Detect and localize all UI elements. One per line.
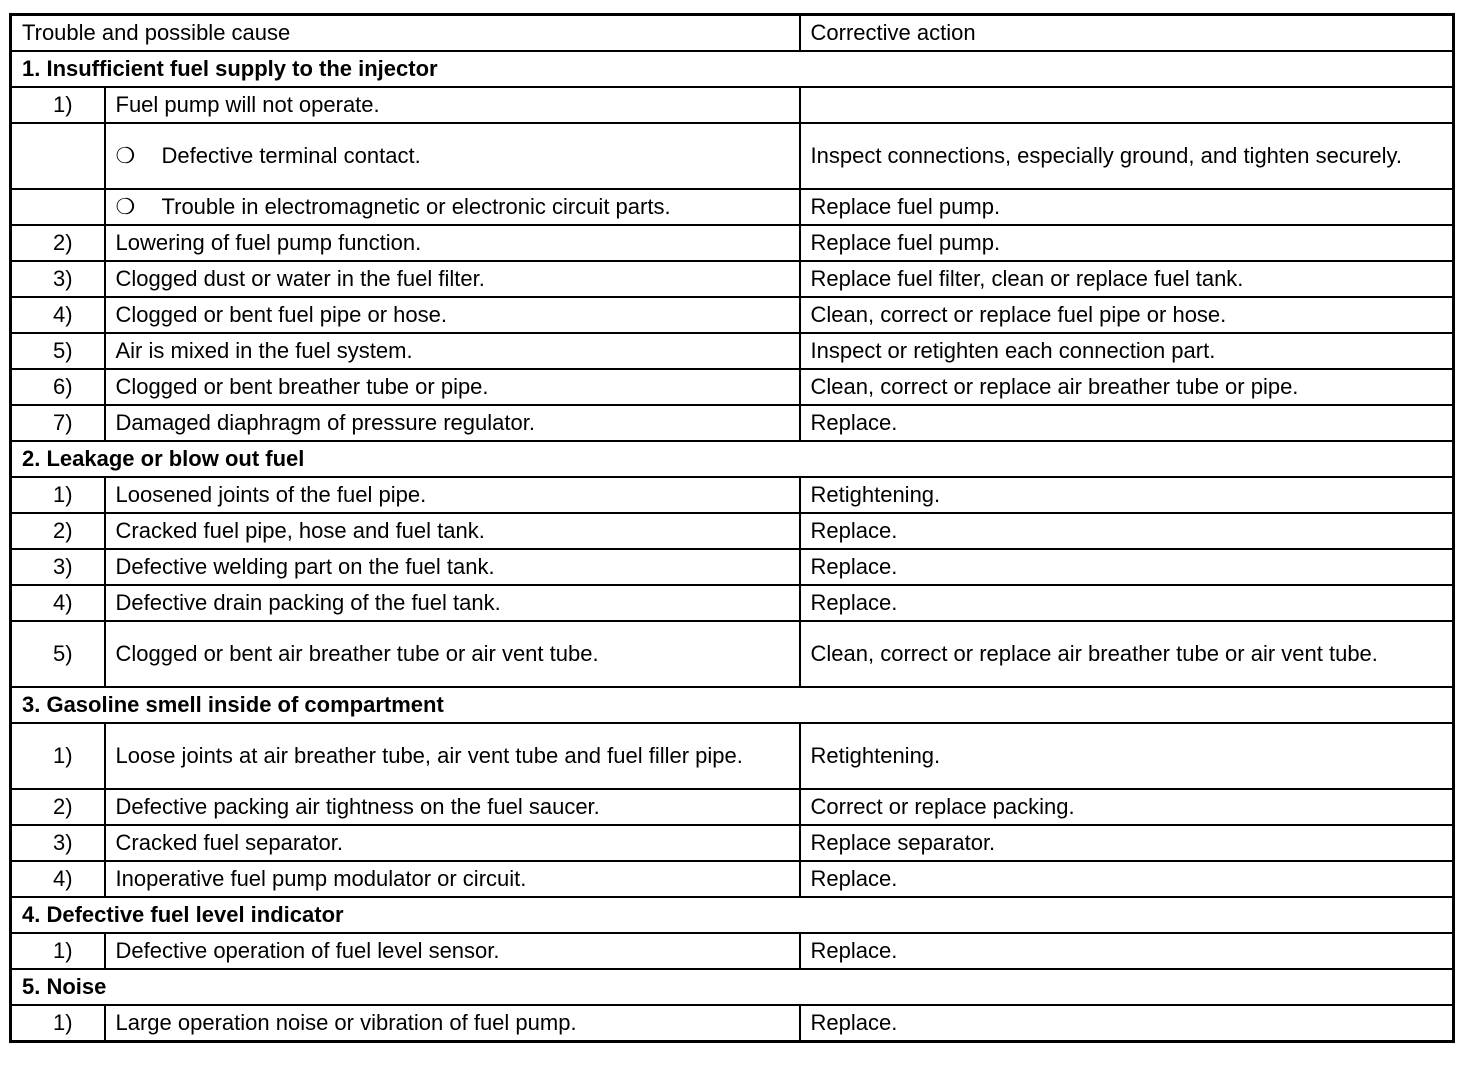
row-number: 4) <box>11 585 105 621</box>
section-row <box>11 969 1454 1005</box>
section-title: 2. Leakage or blow out fuel <box>11 441 1454 477</box>
table-row <box>11 513 1454 549</box>
table-row <box>11 333 1454 369</box>
row-number: 5) <box>11 621 105 687</box>
row-number: 7) <box>11 405 105 441</box>
row-cause: Cracked fuel pipe, hose and fuel tank. <box>105 513 800 549</box>
table-row <box>11 123 1454 189</box>
row-action: Replace. <box>800 1005 1454 1042</box>
row-cause: Loosened joints of the fuel pipe. <box>105 477 800 513</box>
table-row <box>11 189 1454 225</box>
table-row <box>11 789 1454 825</box>
row-cause: Damaged diaphragm of pressure regulator. <box>105 405 800 441</box>
row-cause: Air is mixed in the fuel system. <box>105 333 800 369</box>
row-number: 1) <box>11 87 105 123</box>
row-number: 2) <box>11 225 105 261</box>
row-number: 4) <box>11 861 105 897</box>
header-row <box>11 15 1454 52</box>
table-row <box>11 549 1454 585</box>
row-action: Correct or replace packing. <box>800 789 1454 825</box>
row-cause: Defective operation of fuel level sensor. <box>105 933 800 969</box>
table-row <box>11 87 1454 123</box>
table-row <box>11 933 1454 969</box>
table-row <box>11 261 1454 297</box>
row-number: 4) <box>11 297 105 333</box>
row-number: 3) <box>11 261 105 297</box>
table-row <box>11 369 1454 405</box>
section-row <box>11 51 1454 87</box>
row-action: Replace fuel filter, clean or replace fuel tank. <box>800 261 1454 297</box>
section-title: 5. Noise <box>11 969 1454 1005</box>
row-action: Replace. <box>800 585 1454 621</box>
table-row <box>11 585 1454 621</box>
row-cause: Fuel pump will not operate. <box>105 87 800 123</box>
row-action: Replace. <box>800 405 1454 441</box>
table-row <box>11 477 1454 513</box>
row-cause: Inoperative fuel pump modulator or circuit. <box>105 861 800 897</box>
row-action: Inspect connections, especially ground, and tighten securely. <box>800 123 1454 189</box>
section-title: 3. Gasoline smell inside of compartment <box>11 687 1454 723</box>
table-row <box>11 861 1454 897</box>
table-row <box>11 405 1454 441</box>
row-cause: Lowering of fuel pump function. <box>105 225 800 261</box>
row-cause-cell <box>105 123 800 189</box>
row-number: 6) <box>11 369 105 405</box>
section-row <box>11 687 1454 723</box>
row-number: 5) <box>11 333 105 369</box>
row-cause: Defective welding part on the fuel tank. <box>105 549 800 585</box>
row-cause: Trouble in electromagnetic or electronic circuit parts. <box>161 194 671 219</box>
row-cause: Clogged or bent air breather tube or air vent tube. <box>105 621 800 687</box>
table-row <box>11 1005 1454 1042</box>
row-cause: Cracked fuel separator. <box>105 825 800 861</box>
row-action: Clean, correct or replace air breather tube or air vent tube. <box>800 621 1454 687</box>
row-number: 1) <box>11 723 105 789</box>
row-cause: Loose joints at air breather tube, air vent tube and fuel filler pipe. <box>105 723 800 789</box>
row-cause: Defective terminal contact. <box>161 143 421 168</box>
row-number <box>11 123 105 189</box>
row-number <box>11 189 105 225</box>
section-title: 4. Defective fuel level indicator <box>11 897 1454 933</box>
row-action: Replace. <box>800 861 1454 897</box>
table-row <box>11 825 1454 861</box>
row-number: 1) <box>11 1005 105 1042</box>
row-action: Replace. <box>800 549 1454 585</box>
section-row <box>11 441 1454 477</box>
row-cause: Clogged or bent breather tube or pipe. <box>105 369 800 405</box>
row-action: Replace fuel pump. <box>800 225 1454 261</box>
row-cause: Defective packing air tightness on the fuel saucer. <box>105 789 800 825</box>
table-row <box>11 723 1454 789</box>
troubleshooting-table <box>9 13 1455 1043</box>
row-action: Clean, correct or replace air breather tube or pipe. <box>800 369 1454 405</box>
row-cause: Clogged dust or water in the fuel filter. <box>105 261 800 297</box>
row-action: Retightening. <box>800 723 1454 789</box>
row-action: Replace. <box>800 513 1454 549</box>
section-title: 1. Insufficient fuel supply to the injector <box>11 51 1454 87</box>
row-number: 2) <box>11 789 105 825</box>
table-row <box>11 621 1454 687</box>
row-action: Retightening. <box>800 477 1454 513</box>
row-action: Replace separator. <box>800 825 1454 861</box>
row-action <box>800 87 1454 123</box>
circle-bullet-icon: ❍ <box>115 194 136 219</box>
row-cause: Large operation noise or vibration of fuel pump. <box>105 1005 800 1042</box>
row-cause-cell <box>105 189 800 225</box>
row-cause: Defective drain packing of the fuel tank. <box>105 585 800 621</box>
row-number: 1) <box>11 933 105 969</box>
row-action: Replace fuel pump. <box>800 189 1454 225</box>
circle-bullet-icon: ❍ <box>115 143 136 168</box>
table-row <box>11 225 1454 261</box>
row-action: Replace. <box>800 933 1454 969</box>
row-action: Clean, correct or replace fuel pipe or hose. <box>800 297 1454 333</box>
header-action: Corrective action <box>800 15 1454 52</box>
section-row <box>11 897 1454 933</box>
row-cause: Clogged or bent fuel pipe or hose. <box>105 297 800 333</box>
row-number: 1) <box>11 477 105 513</box>
table-row <box>11 297 1454 333</box>
row-number: 2) <box>11 513 105 549</box>
header-cause: Trouble and possible cause <box>11 15 800 52</box>
row-action: Inspect or retighten each connection part. <box>800 333 1454 369</box>
row-number: 3) <box>11 549 105 585</box>
row-number: 3) <box>11 825 105 861</box>
